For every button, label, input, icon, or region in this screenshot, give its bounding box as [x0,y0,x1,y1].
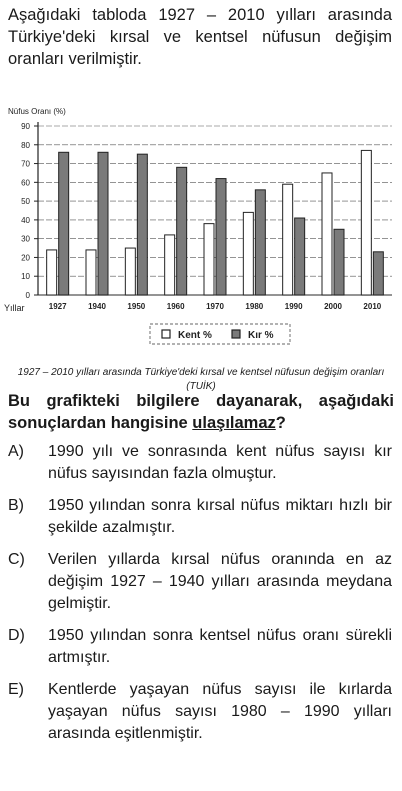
question-main: Bu grafikteki bilgilere dayanarak, aşağıdaki sonuçlardan hangisine [8,392,394,432]
option-text: Kentlerde yaşayan nüfus sayısı ile kırlarda yaşayan nüfus sayısı 1980 – 1990 yılları arasında eşitlenmiştir. [48,681,392,742]
x-tick-label: 2010 [363,302,382,311]
x-tick-label: 1940 [88,302,106,311]
bar-kir [216,179,226,295]
bar-kir [137,154,147,295]
y-tick-label: 30 [21,234,30,244]
answer-options [8,441,392,755]
bar-kir [255,190,265,295]
y-axis-label: Nüfus Oranı (%) [8,107,66,116]
question-text [8,390,394,434]
bar-kent [283,184,293,295]
option-letter: D) [8,627,25,644]
bar-kent [204,224,214,295]
option-text: 1950 yılından sonra kırsal nüfus miktarı hızlı bir şekilde azalmıştır. [48,497,392,536]
option-c[interactable] [8,549,392,615]
legend-label-kir: Kır % [248,330,274,341]
population-chart [0,96,402,356]
x-tick-label: 1927 [48,302,67,311]
x-tick-label: 1960 [166,302,185,311]
y-tick-label: 50 [21,197,30,207]
option-text: 1990 yılı ve sonrasında kent nüfus sayısı kır nüfus sayısından fazla olmuştur. [48,443,392,482]
option-e[interactable] [8,679,392,745]
y-tick-label: 90 [21,122,30,131]
bar-kir [98,152,108,295]
bar-kent [322,173,332,295]
y-tick-label: 20 [21,253,30,263]
option-letter: C) [8,551,25,568]
legend-label-kent: Kent % [178,330,212,341]
y-tick-label: 60 [21,178,30,188]
y-tick-label: 0 [25,291,30,300]
bar-kir [59,152,69,295]
caption-source: (TUİK) [186,381,216,392]
option-b[interactable] [8,495,392,539]
option-letter: B) [8,497,24,514]
x-tick-label: 1990 [284,302,303,311]
option-text: 1950 yılından sonra kentsel nüfus oranı sürekli artmıştır. [48,627,392,666]
caption-text: 1927 – 2010 yılları arasında Türkiye'deki kırsal ve kentsel nüfusun değişim oranları [17,367,385,378]
question-end: ? [275,414,286,432]
bar-kir [334,229,344,295]
x-tick-label: 2000 [324,302,342,311]
y-tick-label: 80 [21,140,30,150]
y-tick-label: 70 [21,159,30,169]
bar-kir [177,167,187,295]
x-tick-label: 1970 [206,302,224,311]
bar-kent [47,250,57,295]
question-emphasis: ulaşılamaz [192,414,276,432]
bar-kent [165,235,175,295]
x-tick-label: 1980 [245,302,264,311]
bar-kent [86,250,96,295]
bar-kir [295,218,305,295]
bar-kent [243,212,253,295]
legend [150,324,290,344]
legend-swatch-kent [162,330,170,338]
option-a[interactable] [8,441,392,485]
y-tick-label: 10 [21,272,30,282]
bar-kent [125,248,135,295]
legend-swatch-kir [232,330,240,338]
x-axis-label: Yıllar [4,303,25,313]
bar-kent [361,150,371,295]
option-d[interactable] [8,625,392,669]
bar-kir [373,252,383,295]
intro-paragraph: Aşağıdaki tabloda 1927 – 2010 yılları arasında Türkiye'deki kırsal ve kentsel nüfusun değişim oranları verilmiştir. [8,6,392,68]
y-tick-label: 40 [21,215,30,225]
bars-layer [47,150,384,295]
x-tick-label: 1950 [127,302,146,311]
option-text: Verilen yıllarda kırsal nüfus oranında en az değişim 1927 – 1940 yılları arasında meydana gelmiştir. [48,551,392,612]
option-letter: A) [8,443,24,460]
option-letter: E) [8,681,24,698]
chart-svg [0,96,402,356]
